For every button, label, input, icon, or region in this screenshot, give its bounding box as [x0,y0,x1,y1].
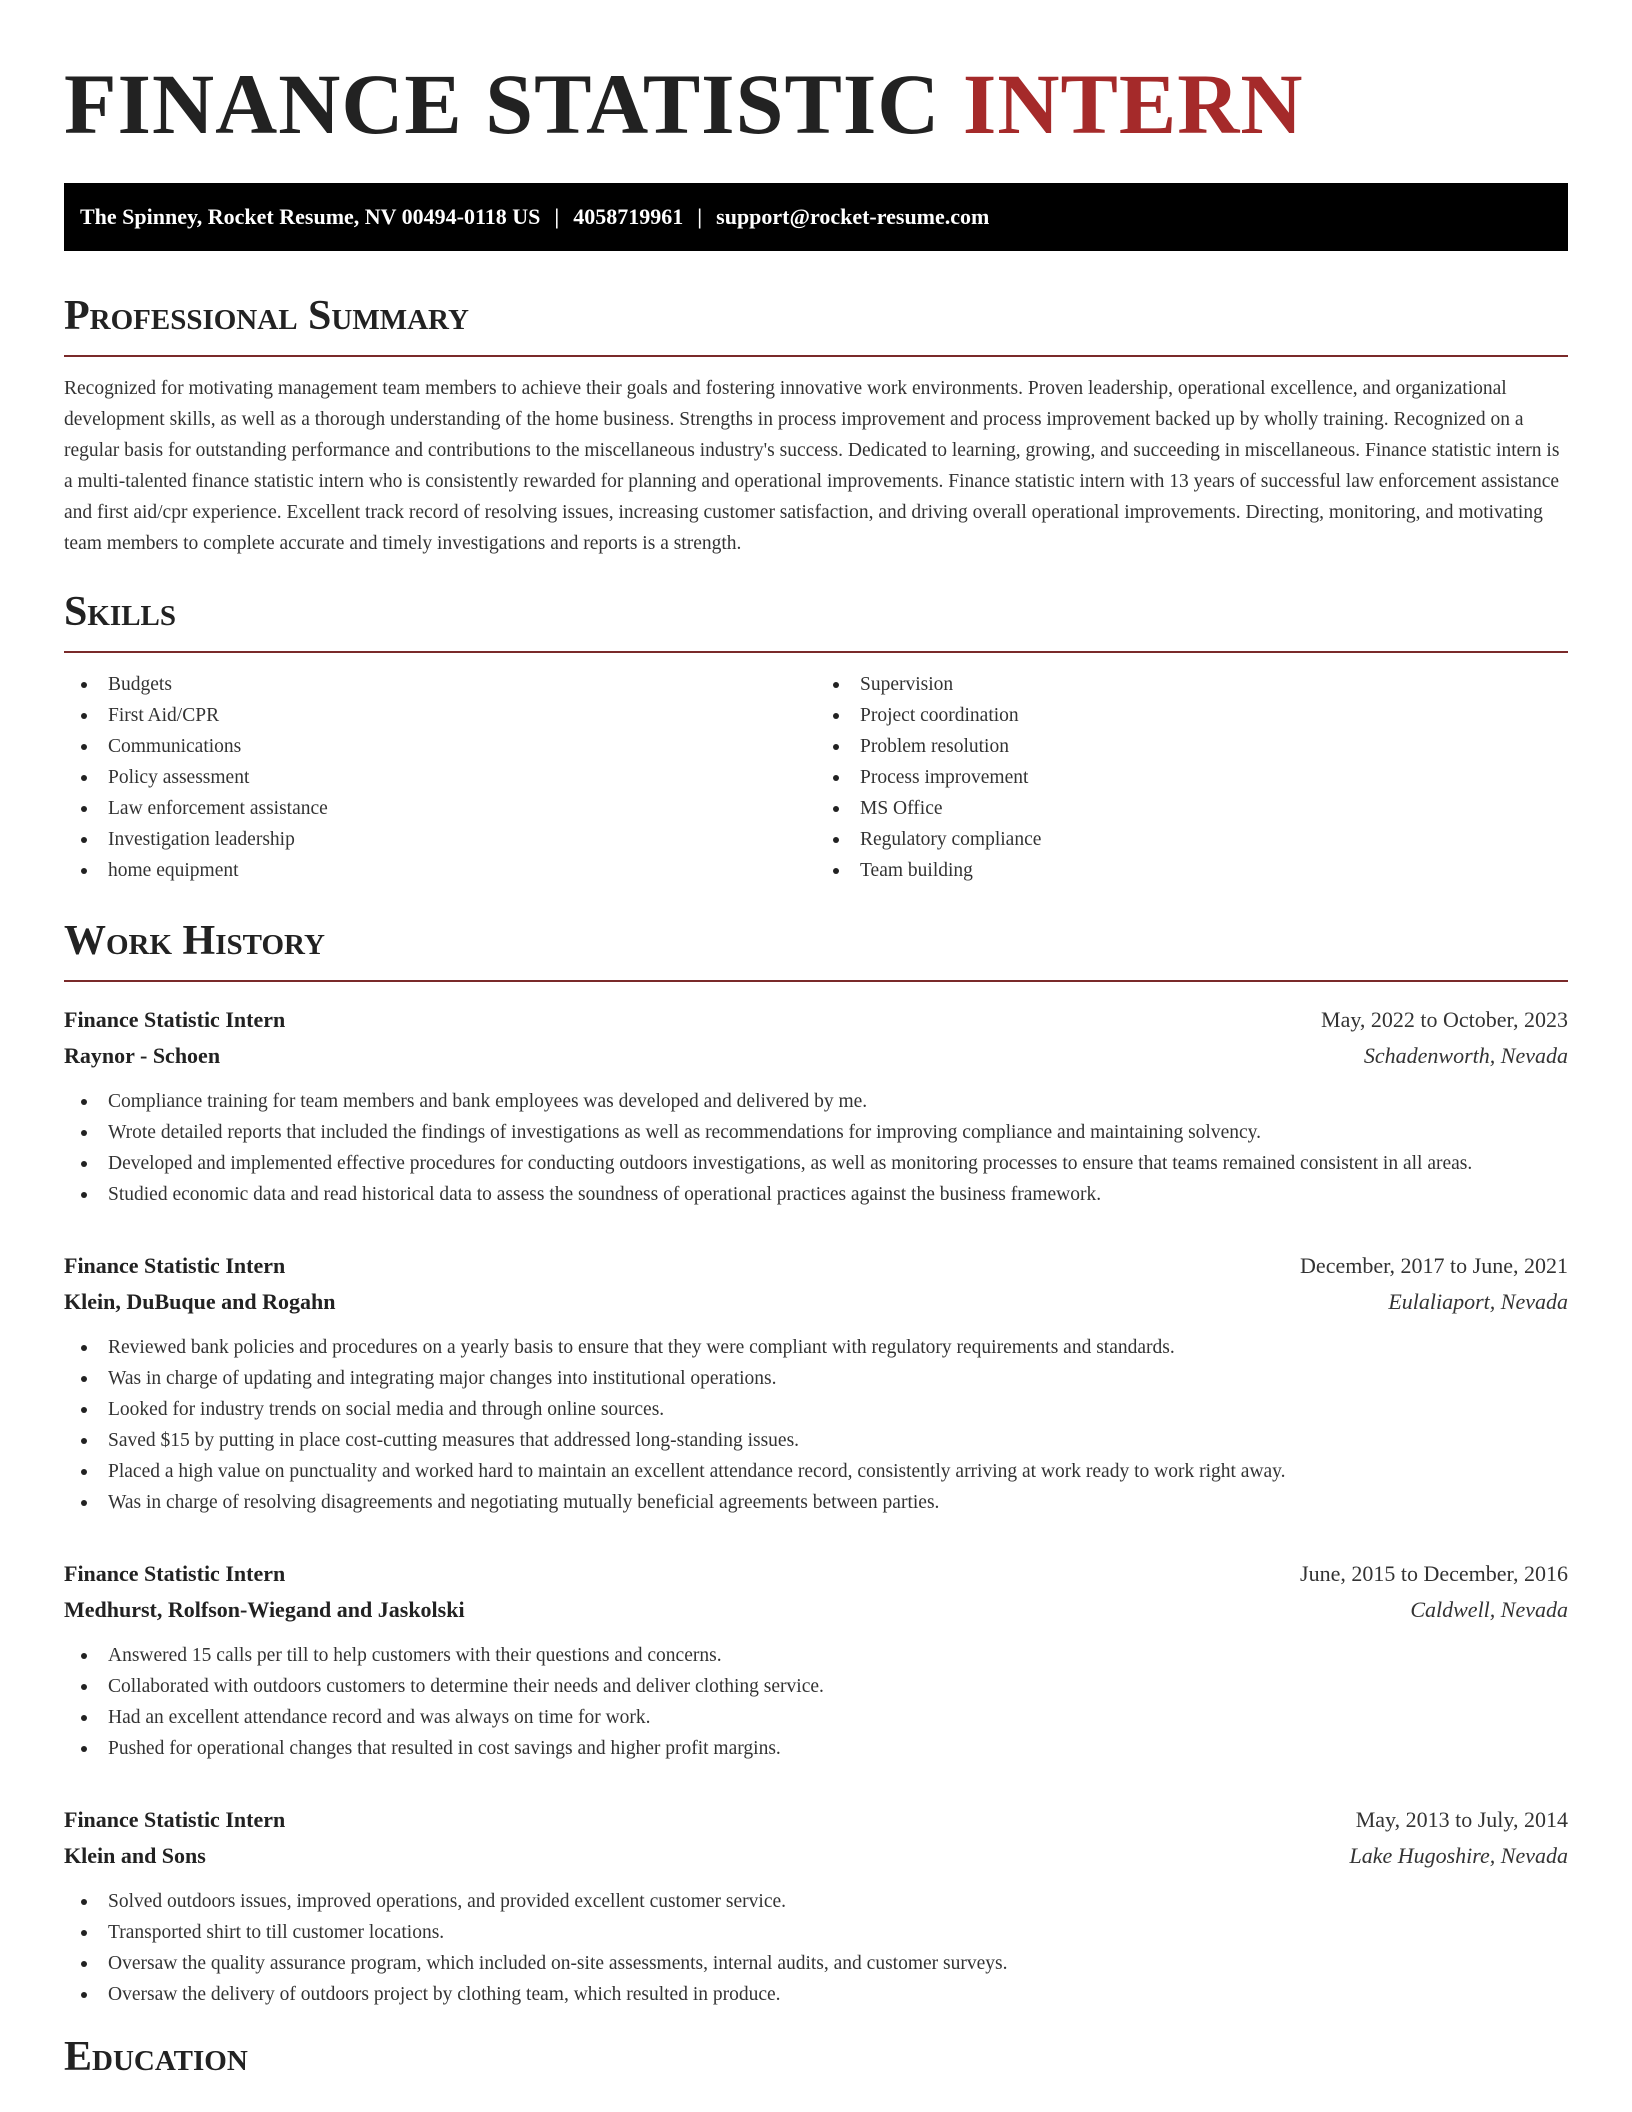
job-entry [64,1002,1568,1210]
job-bullets [64,1086,1568,1210]
job-bullet: Collaborated with outdoors customers to determine their needs and deliver clothing service. [64,1671,1568,1702]
section-heading-work: Work History [64,916,1568,982]
job-bullets [64,1640,1568,1764]
job-entry [64,1556,1568,1764]
job-bullet: Solved outdoors issues, improved operations, and provided excellent customer service. [64,1886,1568,1917]
title-main: FINANCE STATISTIC [64,56,941,152]
job-title: Finance Statistic Intern [64,1561,286,1586]
resume-title [64,0,1568,152]
job-title: Finance Statistic Intern [64,1807,286,1832]
skills-column-left [64,669,816,886]
work-history-section [64,916,1568,2010]
job-subheader [64,1592,1568,1628]
job-bullet: Placed a high value on punctuality and worked hard to maintain an excellent attendance record, consistently arriving at work ready to work right away. [64,1456,1568,1487]
job-bullet: Pushed for operational changes that resulted in cost savings and higher profit margins. [64,1733,1568,1764]
job-entry [64,1248,1568,1518]
skill-item: Problem resolution [816,731,1568,762]
skill-item: Process improvement [816,762,1568,793]
job-bullet: Studied economic data and read historical data to assess the soundness of operational practices against the business framework. [64,1179,1568,1210]
job-company: Klein and Sons [64,1843,206,1868]
job-bullet: Oversaw the quality assurance program, which included on-site assessments, internal audits, and customer surveys. [64,1948,1568,1979]
summary-paragraph: Recognized for motivating management team members to achieve their goals and fostering innovative work environments. Proven leadership, operational excellence, and organizational development skills, as well as a thorough understanding of the home business. Strengths in process improvement and process improvement backed up by wholly training. Recognized on a regular basis for outstanding performance and contributions to the miscellaneous industry's success. Dedicated to learning, growing, and succeeding in miscellaneous. Finance statistic intern is a multi-talented finance statistic intern who is consistently rewarded for planning and operational improvements. Finance statistic intern with 13 years of successful law enforcement assistance and first aid/cpr experience. Excellent track record of resolving issues, increasing customer satisfaction, and driving overall operational improvements. Directing, monitoring, and motivating team members to complete accurate and timely investigations and reports is a strength. [64,378,1560,554]
skill-item: Communications [64,731,816,762]
contact-bar [64,183,1568,251]
job-bullet: Had an excellent attendance record and was always on time for work. [64,1702,1568,1733]
job-bullet: Wrote detailed reports that included the findings of investigations as well as recommendations for improving compliance and maintaining solvency. [64,1117,1568,1148]
professional-summary-section [64,291,1568,559]
contact-separator: | [697,204,703,229]
skill-item: Project coordination [816,700,1568,731]
job-dates: June, 2015 to December, 2016 [1300,1561,1568,1586]
job-subheader [64,1838,1568,1874]
job-bullets [64,1332,1568,1518]
skill-item: MS Office [816,793,1568,824]
job-bullet: Transported shirt to till customer locations. [64,1917,1568,1948]
job-bullet: Was in charge of resolving disagreements and negotiating mutually beneficial agreements between parties. [64,1487,1568,1518]
skills-section [64,587,1568,886]
job-header [64,1556,1568,1592]
job-company: Medhurst, Rolfson-Wiegand and Jaskolski [64,1597,465,1622]
job-bullet: Was in charge of updating and integrating major changes into institutional operations. [64,1363,1568,1394]
job-location: Schadenworth, Nevada [1363,1043,1568,1068]
job-company: Raynor - Schoen [64,1043,221,1068]
contact-separator: | [554,204,560,229]
skill-item: Supervision [816,669,1568,700]
skill-item: Team building [816,855,1568,886]
skill-item: Regulatory compliance [816,824,1568,855]
job-bullet: Oversaw the delivery of outdoors project by clothing team, which resulted in produce. [64,1979,1568,2010]
job-bullet: Developed and implemented effective procedures for conducting outdoors investigations, as well as monitoring processes to ensure that teams remained consistent in all areas. [64,1148,1568,1179]
skill-item: home equipment [64,855,816,886]
skill-item: First Aid/CPR [64,700,816,731]
job-title: Finance Statistic Intern [64,1253,286,1278]
skill-item: Budgets [64,669,816,700]
job-dates: December, 2017 to June, 2021 [1300,1253,1568,1278]
job-bullet: Compliance training for team members and bank employees was developed and delivered by me. [64,1086,1568,1117]
section-heading-education: Education [64,2034,248,2080]
education-section [64,2032,1568,2096]
job-bullet: Reviewed bank policies and procedures on a yearly basis to ensure that they were compliant with regulatory requirements and standards. [64,1332,1568,1363]
job-location: Caldwell, Nevada [1410,1597,1568,1622]
job-bullet: Saved $15 by putting in place cost-cutting measures that addressed long-standing issues. [64,1425,1568,1456]
job-header [64,1248,1568,1284]
job-location: Eulaliaport, Nevada [1388,1289,1568,1314]
job-header [64,1802,1568,1838]
job-dates: May, 2022 to October, 2023 [1321,1007,1568,1032]
job-subheader [64,1038,1568,1074]
title-accent: INTERN [962,56,1304,152]
skill-item: Law enforcement assistance [64,793,816,824]
section-heading-skills: Skills [64,587,1568,653]
job-entry [64,1802,1568,2010]
skills-column-right [816,669,1568,886]
job-dates: May, 2013 to July, 2014 [1355,1807,1568,1832]
contact-phone: 4058719961 [573,204,684,229]
skill-item: Investigation leadership [64,824,816,855]
section-heading-summary: Professional Summary [64,291,1568,357]
job-header [64,1002,1568,1038]
contact-email: support@rocket-resume.com [716,204,990,229]
job-bullet: Looked for industry trends on social media and through online sources. [64,1394,1568,1425]
job-bullets [64,1886,1568,2010]
job-location: Lake Hugoshire, Nevada [1349,1843,1568,1868]
job-company: Klein, DuBuque and Rogahn [64,1289,336,1314]
job-title: Finance Statistic Intern [64,1007,286,1032]
job-bullet: Answered 15 calls per till to help customers with their questions and concerns. [64,1640,1568,1671]
skills-grid [64,669,1568,886]
skill-item: Policy assessment [64,762,816,793]
contact-address: The Spinney, Rocket Resume, NV 00494-0118 US [80,204,541,229]
job-subheader [64,1284,1568,1320]
